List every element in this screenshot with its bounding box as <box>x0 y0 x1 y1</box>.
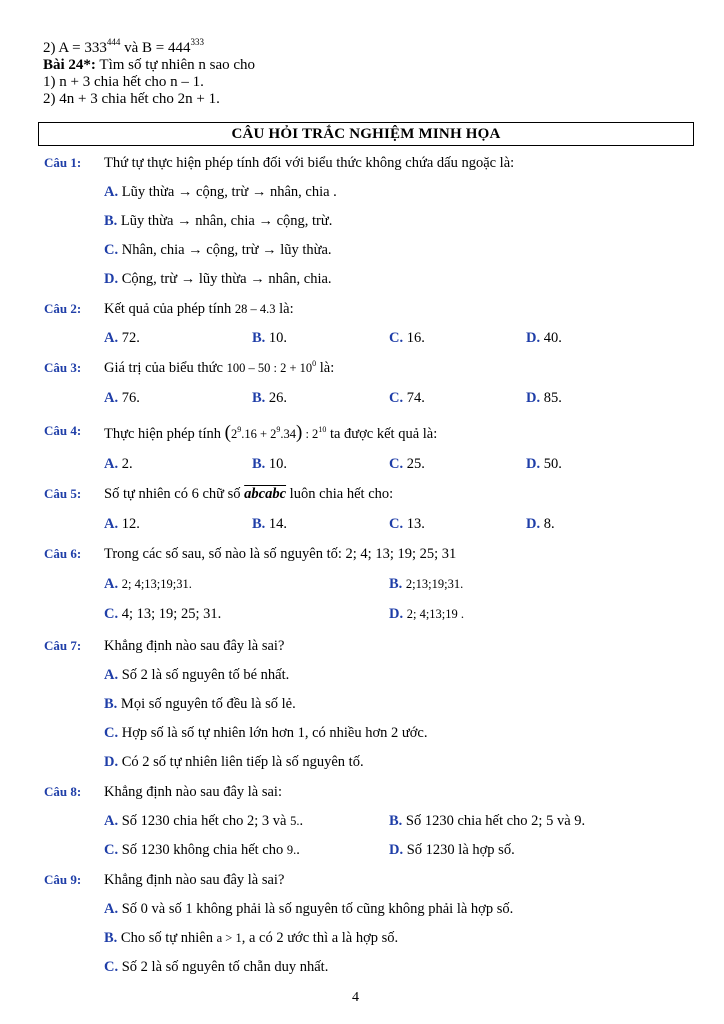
intro-bai-24: Bài 24*: Tìm số tự nhiên n sao cho <box>43 57 256 73</box>
q9-option-a: A. Số 0 và số 1 không phải là số nguyên tố cũng không phải là hợp số. <box>104 901 514 917</box>
question-text: Giá trị của biểu thức 100 – 50 : $2 + 10^0$ là: <box>104 359 335 376</box>
q2-option-d: D. 40. <box>526 330 562 346</box>
question-number: Câu 3: <box>44 360 82 375</box>
q2-option-b: B. 10. <box>252 330 288 346</box>
intro-block <box>43 37 683 108</box>
q4-option-a: A. 2. <box>104 456 133 472</box>
q1-option-c: C. Nhân, chia → cộng, trừ → lũy thừa. <box>104 242 332 258</box>
question-number: Câu 9: <box>44 872 82 887</box>
question-text: Kết quả của phép tính 28 – 4.3 là: <box>104 301 294 317</box>
q1-option-a: A. Lũy thừa → cộng, trừ → nhân, chia . <box>104 184 337 200</box>
section-banner: CÂU HỎI TRẮC NGHIỆM MINH HỌA <box>38 122 694 146</box>
q7-option-b: B. Mọi số nguyên tố đều là số lẻ. <box>104 696 296 712</box>
q4-option-b: B. 10. <box>252 456 288 472</box>
q5-overline-number: abcabc <box>244 486 287 502</box>
q6-option-d: D. 2; 4;13;19 . <box>389 606 465 622</box>
q8-option-d: D. Số 1230 là hợp số. <box>389 842 515 858</box>
q1-option-d: D. Cộng, trừ → lũy thừa → nhân, chia. <box>104 271 332 287</box>
q9-option-b: B. Cho số tự nhiên a > 1, a có 2 ước thì a là hợp số. <box>104 930 399 946</box>
q4-option-d: D. 50. <box>526 456 562 472</box>
question-number: Câu 2: <box>44 301 82 316</box>
question-number: Câu 1: <box>44 155 82 170</box>
q6-option-c: C. 4; 13; 19; 25; 31. <box>104 606 222 622</box>
question-text: Khẳng định nào sau đây là sai: <box>104 784 282 800</box>
intro-line-2: 2) 4n + 3 chia hết cho 2n + 1. <box>43 91 220 107</box>
q2-option-a: A. 72. <box>104 330 140 346</box>
question-number: Câu 6: <box>44 546 82 561</box>
q3-option-d: D. 85. <box>526 390 562 406</box>
question-text: Khẳng định nào sau đây là sai? <box>104 638 285 654</box>
question-text: Thứ tự thực hiện phép tính đối với biểu thức không chứa dấu ngoặc là: <box>104 155 515 171</box>
q8-option-b: B. Số 1230 chia hết cho 2; 5 và 9. <box>389 813 586 829</box>
q8-option-c: C. Số 1230 không chia hết cho 9.. <box>104 842 300 858</box>
question-number: Câu 4: <box>44 423 82 438</box>
question-text: Khẳng định nào sau đây là sai? <box>104 872 285 888</box>
q7-option-d: D. Có 2 số tự nhiên liên tiếp là số nguyên tố. <box>104 754 364 770</box>
q5-option-d: D. 8. <box>526 516 555 532</box>
q5-option-a: A. 12. <box>104 516 140 532</box>
q3-option-b: B. 26. <box>252 390 288 406</box>
q1-option-b: B. Lũy thừa → nhân, chia → cộng, trừ. <box>104 213 333 229</box>
question-text: Thực hiện phép tính $(2^9.16 + 2^9.34)$ : $2^{10}$ ta được kết quả là: <box>104 422 438 443</box>
q3-option-c: C. 74. <box>389 390 425 406</box>
q5-option-c: C. 13. <box>389 516 425 532</box>
question-text: Trong các số sau, số nào là số nguyên tố: 2; 4; 13; 19; 25; 31 <box>104 546 457 562</box>
q7-option-c: C. Hợp số là số tự nhiên lớn hơn 1, có nhiều hơn 2 ước. <box>104 725 428 741</box>
q8-option-a: A. Số 1230 chia hết cho 2; 3 và 5.. <box>104 813 304 829</box>
question-text: Số tự nhiên có 6 chữ số abcabc luôn chia hết cho: <box>104 486 394 502</box>
q4-option-c: C. 25. <box>389 456 425 472</box>
q6-option-b: B. 2;13;19;31. <box>389 576 464 592</box>
question-number: Câu 8: <box>44 784 82 799</box>
q3-option-a: A. 76. <box>104 390 140 406</box>
q9-option-c: C. Số 2 là số nguyên tố chẵn duy nhất. <box>104 959 329 975</box>
q4-expression: $(2^9.16 + 2^9.34)$ : $2^{10}$ <box>224 422 327 443</box>
q5-option-b: B. 14. <box>252 516 288 532</box>
question-number: Câu 5: <box>44 486 82 501</box>
q7-option-a: A. Số 2 là số nguyên tố bé nhất. <box>104 667 290 683</box>
intro-line-1: 1) n + 3 chia hết cho n – 1. <box>43 74 204 90</box>
question-number: Câu 7: <box>44 638 82 653</box>
q2-option-c: C. 16. <box>389 330 425 346</box>
page-number: 4 <box>352 990 359 1005</box>
intro-line-ab: 2) $A = 333^{444}$ và $B = 444^{333}$ <box>43 37 205 56</box>
q6-option-a: A. 2; 4;13;19;31. <box>104 576 192 592</box>
